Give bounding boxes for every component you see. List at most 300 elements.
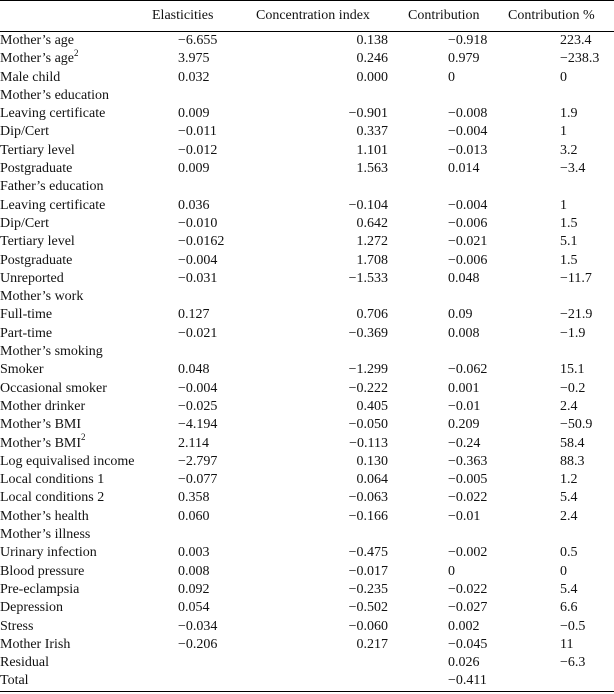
cell-value: 0.048 <box>448 270 480 286</box>
row-label-text: Local conditions 1 <box>0 472 105 488</box>
cell-value: −0.012 <box>178 142 218 158</box>
contribution-cell <box>408 636 508 654</box>
row-label-text: Mother’s BMI <box>0 417 82 433</box>
concentration-index-cell <box>256 32 408 51</box>
contribution-cell <box>408 453 508 471</box>
cell-value: −0.502 <box>348 600 388 616</box>
cell-value: −238.3 <box>560 51 600 67</box>
contribution-percent-cell <box>508 563 614 581</box>
row-label <box>0 325 152 343</box>
contribution-percent-cell <box>508 361 614 379</box>
contribution-cell <box>408 178 508 196</box>
cell-value: −50.9 <box>560 417 593 433</box>
table-row <box>0 270 614 288</box>
concentration-index-cell <box>256 508 408 526</box>
row-label-text: Father’s education <box>0 179 104 195</box>
row-label-text: Depression <box>0 600 63 616</box>
elasticity-cell <box>152 215 256 233</box>
header-variable <box>0 1 152 32</box>
table-row <box>0 142 614 160</box>
row-label <box>0 197 152 215</box>
cell-value: −0.363 <box>448 453 488 469</box>
cell-value: −0.008 <box>448 106 488 122</box>
superscript: 2 <box>74 47 79 58</box>
concentration-index-cell <box>256 636 408 654</box>
cell-value: −0.475 <box>348 545 388 561</box>
cell-value: −0.918 <box>448 33 488 48</box>
cell-value: −0.2 <box>560 380 586 396</box>
table-row <box>0 618 614 636</box>
cell-value: 1.5 <box>560 215 578 231</box>
cell-value: 0.138 <box>356 33 388 48</box>
cell-value: 1.272 <box>356 234 388 250</box>
row-label <box>0 233 152 251</box>
cell-value: 0.358 <box>178 490 210 506</box>
contribution-cell <box>408 270 508 288</box>
contribution-cell <box>408 398 508 416</box>
row-label <box>0 581 152 599</box>
cell-value: 0.008 <box>448 325 480 341</box>
cell-value: 0.127 <box>178 307 210 323</box>
elasticity-cell <box>152 32 256 51</box>
contribution-percent-cell <box>508 380 614 398</box>
table-row <box>0 215 614 233</box>
row-label <box>0 636 152 654</box>
elasticity-cell <box>152 306 256 324</box>
contribution-cell <box>408 288 508 306</box>
cell-value: 0.064 <box>356 472 388 488</box>
contribution-cell <box>408 361 508 379</box>
cell-value: 0.003 <box>178 545 210 561</box>
table-row <box>0 636 614 654</box>
concentration-index-cell <box>256 270 408 288</box>
contribution-percent-cell <box>508 252 614 270</box>
cell-value: −0.013 <box>448 142 488 158</box>
contribution-percent-cell <box>508 50 614 68</box>
row-label-text: Mother’s work <box>0 289 84 305</box>
table-row <box>0 380 614 398</box>
row-label <box>0 508 152 526</box>
contribution-cell <box>408 325 508 343</box>
concentration-index-cell <box>256 599 408 617</box>
contribution-percent-cell <box>508 105 614 123</box>
contribution-cell <box>408 489 508 507</box>
table-row <box>0 325 614 343</box>
row-label <box>0 526 152 544</box>
contribution-cell <box>408 306 508 324</box>
table-row <box>0 288 614 306</box>
cell-value: 0.009 <box>178 106 210 122</box>
cell-value: 5.1 <box>560 234 578 250</box>
cell-value: 0.009 <box>178 161 210 177</box>
table-row <box>0 563 614 581</box>
row-label-text: Urinary infection <box>0 545 97 561</box>
elasticity-cell <box>152 252 256 270</box>
table-row <box>0 654 614 672</box>
cell-value: 2.114 <box>178 435 209 451</box>
cell-value: 0.130 <box>356 453 388 469</box>
row-label <box>0 178 152 196</box>
contribution-percent-cell <box>508 508 614 526</box>
contribution-percent-cell <box>508 654 614 672</box>
cell-value: 0 <box>448 563 455 579</box>
cell-value: −0.022 <box>448 490 488 506</box>
contribution-percent-cell <box>508 672 614 691</box>
cell-value: −0.021 <box>178 325 218 341</box>
cell-value: 6.6 <box>560 600 578 616</box>
elasticity-cell <box>152 270 256 288</box>
cell-value: 0 <box>560 563 567 579</box>
contribution-percent-cell <box>508 325 614 343</box>
contribution-cell <box>408 416 508 434</box>
superscript: 2 <box>81 431 86 442</box>
cell-value: −1.299 <box>348 362 388 378</box>
cell-value: −21.9 <box>560 307 593 323</box>
contribution-percent-cell <box>508 343 614 361</box>
table-row <box>0 252 614 270</box>
row-label-text: Local conditions 2 <box>0 490 105 506</box>
concentration-index-cell <box>256 361 408 379</box>
contribution-cell <box>408 435 508 453</box>
table-row <box>0 599 614 617</box>
cell-value: 1.9 <box>560 106 578 122</box>
cell-value: 0.209 <box>448 417 480 433</box>
row-label-text: Mother’s age <box>0 51 74 67</box>
concentration-index-cell <box>256 672 408 691</box>
elasticity-cell <box>152 416 256 434</box>
elasticity-cell <box>152 544 256 562</box>
row-label <box>0 431 152 453</box>
cell-value: 0.5 <box>560 545 578 561</box>
table-row <box>0 197 614 215</box>
cell-value: 2.4 <box>560 398 578 414</box>
row-label-text: Tertiary level <box>0 234 75 250</box>
cell-value: −0.004 <box>448 197 488 213</box>
contribution-cell <box>408 215 508 233</box>
concentration-index-cell <box>256 197 408 215</box>
contribution-cell <box>408 672 508 691</box>
table-row <box>0 32 614 51</box>
elasticity-cell <box>152 526 256 544</box>
cell-value: 0.09 <box>448 307 473 323</box>
concentration-index-cell <box>256 544 408 562</box>
row-label-text: Mother’s age <box>0 33 74 48</box>
table-row <box>0 672 614 691</box>
row-label <box>0 160 152 178</box>
cell-value: −0.025 <box>178 398 218 414</box>
row-label-text: Pre-eclampsia <box>0 581 80 597</box>
elasticity-cell <box>152 672 256 691</box>
table-row <box>0 508 614 526</box>
cell-value: −0.005 <box>448 472 488 488</box>
cell-value: 0.001 <box>448 380 480 396</box>
contribution-percent-cell <box>508 618 614 636</box>
cell-value: −0.063 <box>348 490 388 506</box>
contribution-percent-cell <box>508 123 614 141</box>
concentration-index-cell <box>256 526 408 544</box>
row-label <box>0 672 152 691</box>
row-label <box>0 215 152 233</box>
table-row <box>0 69 614 87</box>
cell-value: 0 <box>448 69 455 85</box>
cell-value: −0.24 <box>448 435 481 451</box>
cell-value: −0.206 <box>178 636 218 652</box>
contribution-cell <box>408 599 508 617</box>
table-row <box>0 233 614 251</box>
cell-value: 0.706 <box>356 307 388 323</box>
table-row <box>0 178 614 196</box>
row-label <box>0 544 152 562</box>
row-label-text: Mother’s smoking <box>0 344 103 360</box>
concentration-index-cell <box>256 123 408 141</box>
contribution-percent-cell <box>508 178 614 196</box>
contribution-percent-cell <box>508 526 614 544</box>
contribution-cell <box>408 69 508 87</box>
table-row <box>0 343 614 361</box>
cell-value: 5.4 <box>560 581 578 597</box>
concentration-index-cell <box>256 87 408 105</box>
elasticity-cell <box>152 654 256 672</box>
row-label <box>0 416 152 434</box>
concentration-index-cell <box>256 306 408 324</box>
cell-value: 88.3 <box>560 453 585 469</box>
row-label <box>0 654 152 672</box>
table-row <box>0 526 614 544</box>
row-label <box>0 343 152 361</box>
table-row <box>0 471 614 489</box>
cell-value: −0.050 <box>348 417 388 433</box>
contribution-cell <box>408 471 508 489</box>
cell-value: −0.010 <box>178 215 218 231</box>
cell-value: −0.222 <box>348 380 388 396</box>
row-label-text: Leaving certificate <box>0 106 106 122</box>
row-label <box>0 306 152 324</box>
contribution-percent-cell <box>508 435 614 453</box>
contribution-percent-cell <box>508 471 614 489</box>
elasticity-cell <box>152 160 256 178</box>
cell-value: −0.021 <box>448 234 488 250</box>
cell-value: 0.060 <box>178 508 210 524</box>
concentration-index-cell <box>256 471 408 489</box>
elasticity-cell <box>152 105 256 123</box>
concentration-index-cell <box>256 215 408 233</box>
cell-value: −0.006 <box>448 252 488 268</box>
contribution-cell <box>408 160 508 178</box>
contribution-percent-cell <box>508 233 614 251</box>
contribution-percent-cell <box>508 197 614 215</box>
elasticity-cell <box>152 398 256 416</box>
cell-value: 0.036 <box>178 197 210 213</box>
row-label-text: Residual <box>0 655 49 671</box>
row-label-text: Dip/Cert <box>0 124 49 140</box>
cell-value: 1.708 <box>356 252 388 268</box>
cell-value: −0.5 <box>560 618 586 634</box>
table-row <box>0 416 614 434</box>
contribution-percent-cell <box>508 215 614 233</box>
elasticity-cell <box>152 178 256 196</box>
contribution-percent-cell <box>508 142 614 160</box>
cell-value: −0.369 <box>348 325 388 341</box>
cell-value: −0.104 <box>348 197 388 213</box>
cell-value: 0.002 <box>448 618 480 634</box>
cell-value: −0.113 <box>349 435 388 451</box>
cell-value: 0.405 <box>356 398 388 414</box>
row-label-text: Mother’s illness <box>0 527 91 543</box>
table-row <box>0 398 614 416</box>
cell-value: 2.4 <box>560 508 578 524</box>
elasticity-cell <box>152 581 256 599</box>
contribution-cell <box>408 526 508 544</box>
row-label <box>0 270 152 288</box>
cell-value: 1.2 <box>560 472 578 488</box>
contribution-percent-cell <box>508 453 614 471</box>
cell-value: −0.166 <box>348 508 388 524</box>
cell-value: −0.045 <box>448 636 488 652</box>
cell-value: −0.034 <box>178 618 218 634</box>
contribution-cell <box>408 380 508 398</box>
contribution-percent-cell <box>508 581 614 599</box>
cell-value: −0.901 <box>348 106 388 122</box>
concentration-index-cell <box>256 435 408 453</box>
concentration-index-cell <box>256 416 408 434</box>
cell-value: −0.004 <box>178 380 218 396</box>
cell-value: −0.004 <box>178 252 218 268</box>
row-label-text: Mother drinker <box>0 398 86 414</box>
elasticity-cell <box>152 599 256 617</box>
row-label <box>0 288 152 306</box>
cell-value: 15.1 <box>560 362 585 378</box>
contribution-cell <box>408 618 508 636</box>
concentration-index-cell <box>256 489 408 507</box>
contribution-cell <box>408 105 508 123</box>
contribution-percent-cell <box>508 270 614 288</box>
cell-value: 0.979 <box>448 51 480 67</box>
row-label-text: Log equivalised income <box>0 453 135 469</box>
cell-value: −1.533 <box>348 270 388 286</box>
cell-value: −0.006 <box>448 215 488 231</box>
elasticity-cell <box>152 69 256 87</box>
cell-value: 0.048 <box>178 362 210 378</box>
cell-value: 11 <box>560 636 574 652</box>
elasticity-cell <box>152 343 256 361</box>
cell-value: 1.5 <box>560 252 578 268</box>
cell-value: −11.7 <box>560 270 592 286</box>
row-label-text: Part-time <box>0 325 53 341</box>
row-label <box>0 618 152 636</box>
row-label <box>0 87 152 105</box>
header-row <box>0 1 614 32</box>
concentration-index-cell <box>256 105 408 123</box>
cell-value: −0.002 <box>448 545 488 561</box>
row-label-text: Blood pressure <box>0 563 85 579</box>
table-row <box>0 306 614 324</box>
table-body <box>0 32 614 692</box>
row-label <box>0 563 152 581</box>
cell-value: −0.062 <box>448 362 488 378</box>
contribution-percent-cell <box>508 288 614 306</box>
concentration-index-cell <box>256 325 408 343</box>
contribution-cell <box>408 563 508 581</box>
row-label-text: Tertiary level <box>0 142 75 158</box>
row-label-text: Total <box>0 673 29 689</box>
contribution-cell <box>408 343 508 361</box>
cell-value: 0.032 <box>178 69 210 85</box>
row-label-text: Smoker <box>0 362 44 378</box>
table-row <box>0 123 614 141</box>
elasticity-cell <box>152 123 256 141</box>
row-label <box>0 142 152 160</box>
concentration-index-cell <box>256 453 408 471</box>
contribution-cell <box>408 654 508 672</box>
row-label <box>0 489 152 507</box>
elasticity-cell <box>152 453 256 471</box>
cell-value: −6.655 <box>178 33 218 48</box>
table-row <box>0 87 614 105</box>
concentration-index-cell <box>256 160 408 178</box>
cell-value: 1.563 <box>356 161 388 177</box>
cell-value: −0.01 <box>448 398 481 414</box>
elasticity-cell <box>152 87 256 105</box>
elasticity-cell <box>152 288 256 306</box>
cell-value: 223.4 <box>560 33 592 48</box>
cell-value: 0.337 <box>356 124 388 140</box>
contribution-cell <box>408 252 508 270</box>
concentration-index-cell <box>256 288 408 306</box>
row-label-text: Male child <box>0 69 61 85</box>
row-label-text: Mother Irish <box>0 636 71 652</box>
contribution-percent-cell <box>508 160 614 178</box>
cell-value: 3.2 <box>560 142 578 158</box>
contribution-percent-cell <box>508 69 614 87</box>
row-label <box>0 380 152 398</box>
cell-value: 0.054 <box>178 600 210 616</box>
contribution-cell <box>408 123 508 141</box>
elasticity-cell <box>152 489 256 507</box>
table-row <box>0 453 614 471</box>
contribution-cell <box>408 32 508 51</box>
concentration-index-cell <box>256 581 408 599</box>
cell-value: 1.101 <box>356 142 388 158</box>
header-contribution: Contribution <box>408 7 480 23</box>
cell-value: 0.008 <box>178 563 210 579</box>
elasticity-cell <box>152 636 256 654</box>
cell-value: −0.027 <box>448 600 488 616</box>
row-label-text: Mother’s BMI <box>0 435 82 451</box>
elasticity-cell <box>152 618 256 636</box>
cell-value: 3.975 <box>178 51 210 67</box>
row-label <box>0 252 152 270</box>
header-contribution-percent: Contribution % <box>508 7 595 23</box>
cell-value: 0.092 <box>178 581 210 597</box>
cell-value: 0.026 <box>448 655 480 671</box>
row-label-text: Occasional smoker <box>0 380 107 396</box>
table-row <box>0 361 614 379</box>
cell-value: −0.022 <box>448 581 488 597</box>
elasticity-cell <box>152 50 256 68</box>
contribution-percent-cell <box>508 489 614 507</box>
row-label-text: Mother’s health <box>0 508 89 524</box>
table-row <box>0 489 614 507</box>
contribution-cell <box>408 197 508 215</box>
contribution-cell <box>408 233 508 251</box>
concentration-index-cell <box>256 233 408 251</box>
contribution-percent-cell <box>508 398 614 416</box>
elasticity-cell <box>152 563 256 581</box>
cell-value: 0.000 <box>356 69 388 85</box>
row-label-text: Unreported <box>0 270 64 286</box>
cell-value: −0.01 <box>448 508 481 524</box>
cell-value: −0.235 <box>348 581 388 597</box>
